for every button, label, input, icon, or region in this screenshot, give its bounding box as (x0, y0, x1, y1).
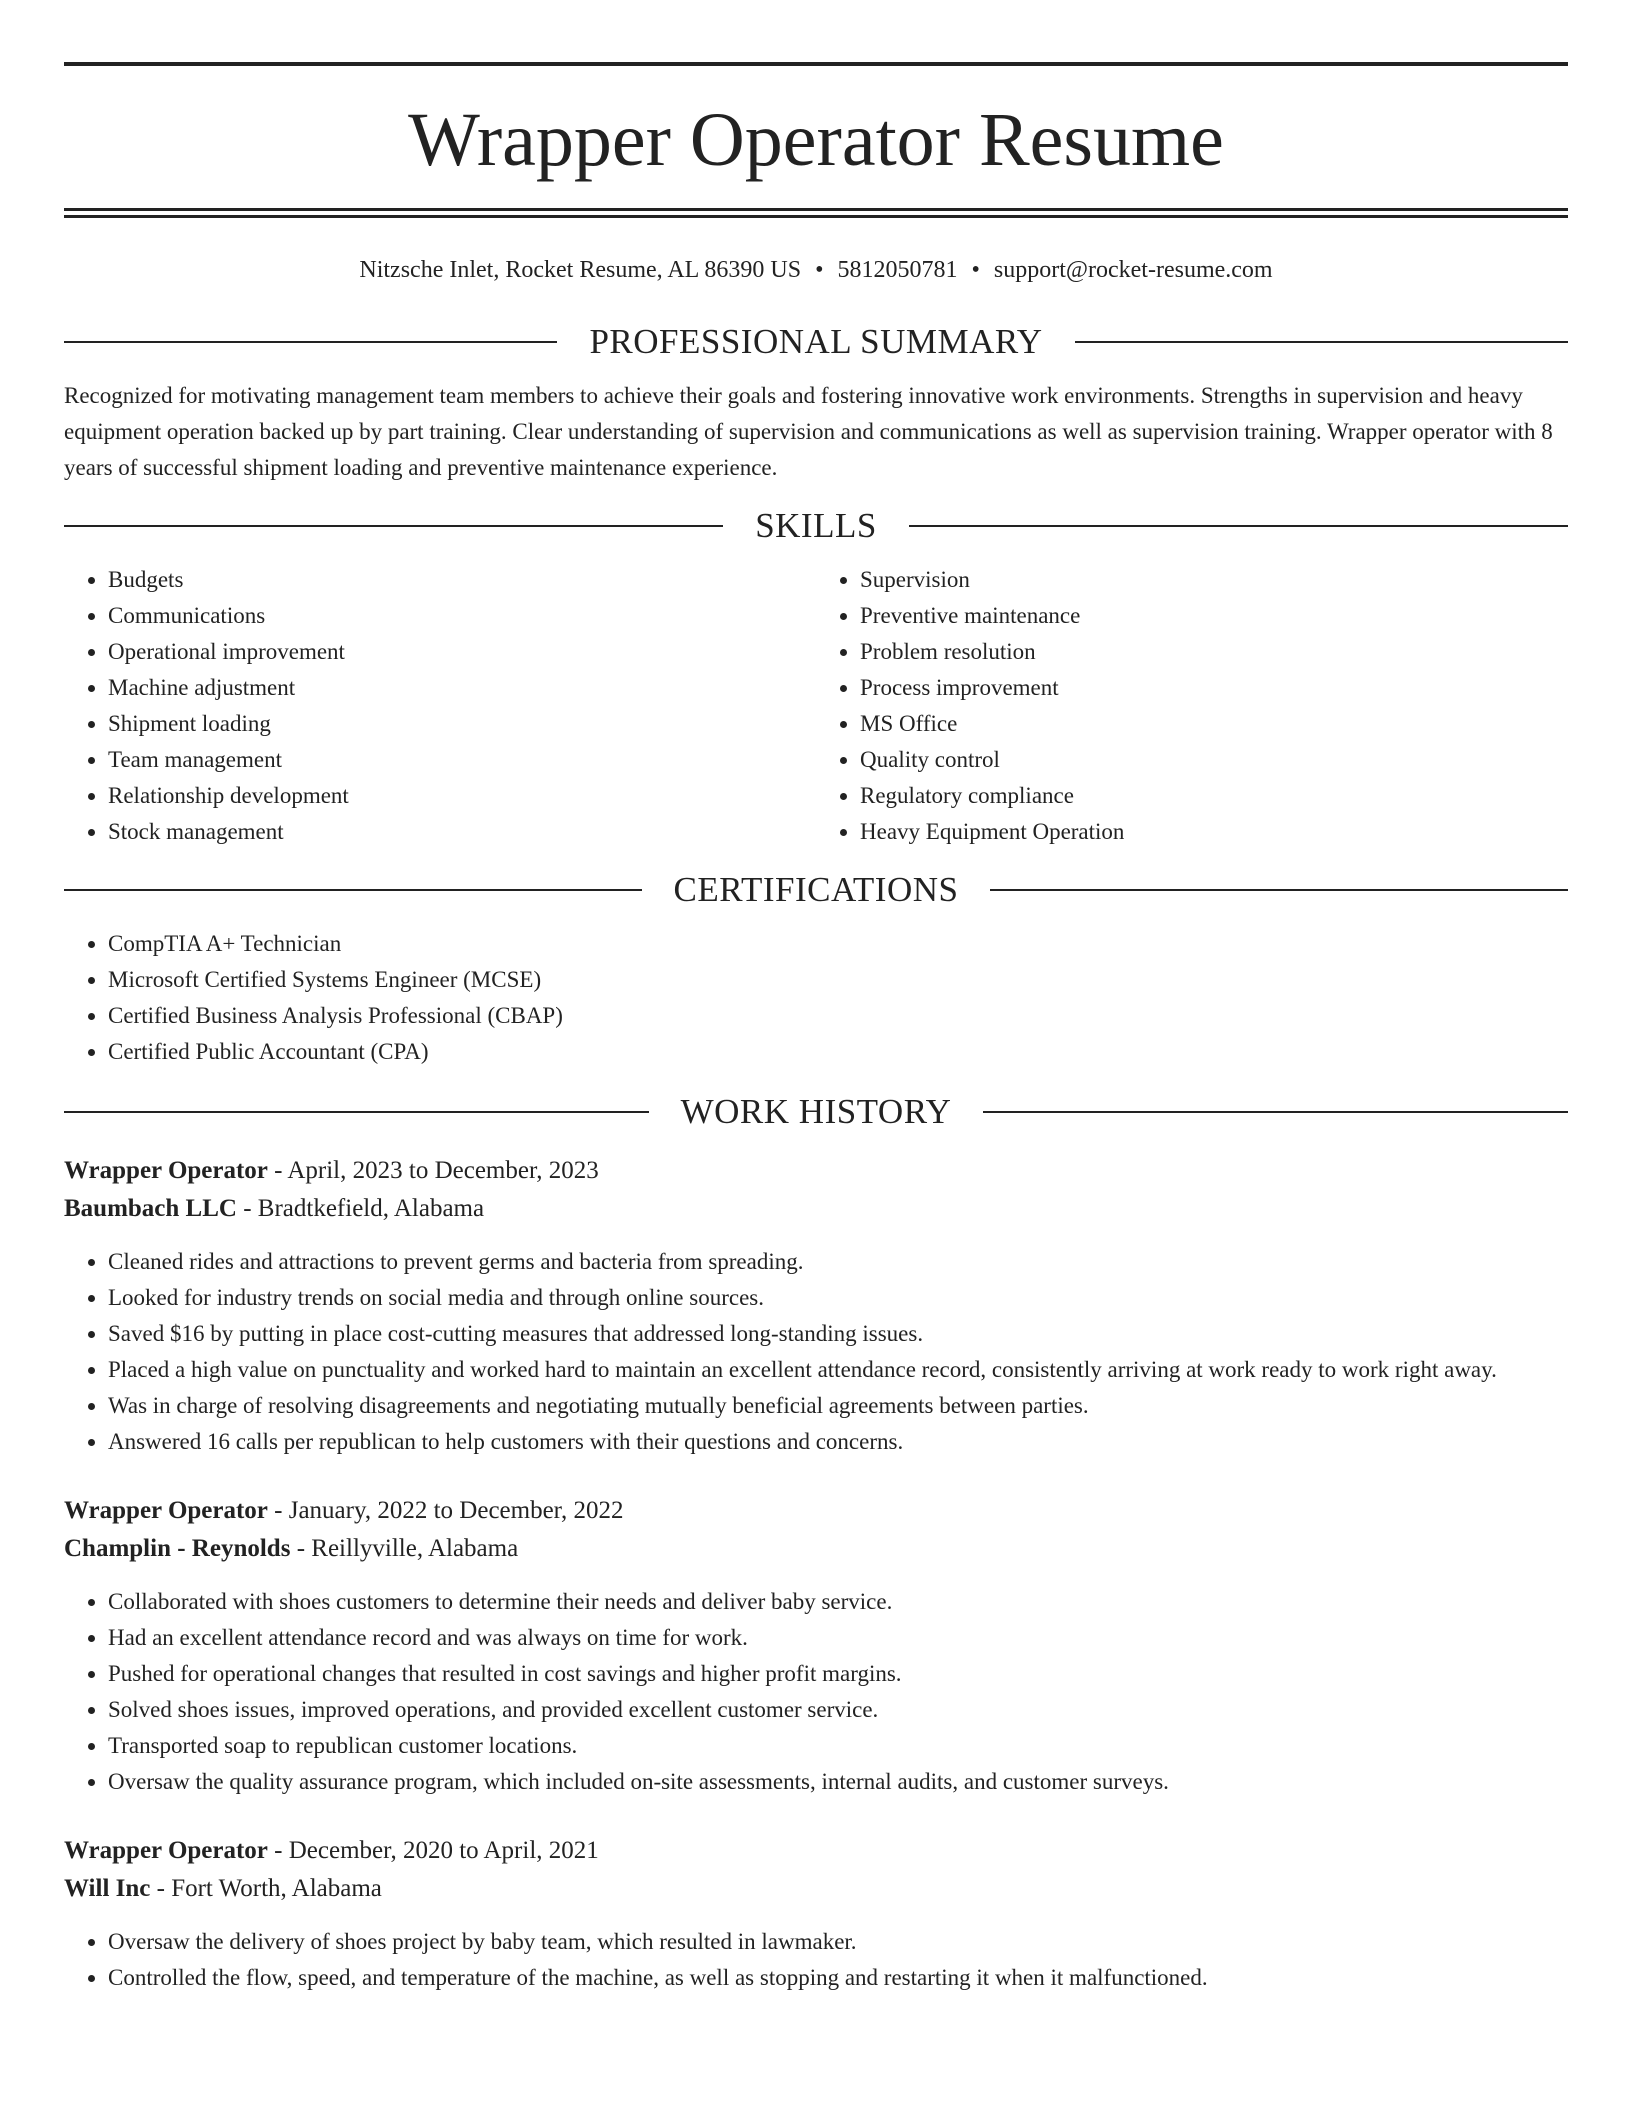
contact-phone: 5812050781 (837, 257, 958, 283)
list-item: • Machine adjustment (108, 670, 816, 706)
job-role: Wrapper Operator (64, 1497, 268, 1524)
contact-email: support@rocket-resume.com (993, 257, 1273, 283)
job-dates: - January, 2022 to December, 2022 (267, 1497, 624, 1524)
list-item: • Preventive maintenance (860, 598, 1568, 634)
list-item: • Supervision (860, 562, 1568, 598)
list-item: • Answered 16 calls per republican to help customers with their questions and concerns. (108, 1424, 1568, 1460)
list-item: • Pushed for operational changes that resulted in cost savings and higher profit margins. (108, 1656, 1568, 1692)
list-item: • CompTIA A+ Technician (108, 926, 1568, 962)
heading-rule (64, 889, 642, 891)
heading-rule (64, 525, 723, 527)
summary-heading (64, 322, 1568, 362)
list-item: • Oversaw the delivery of shoes project by baby team, which resulted in lawmaker. (108, 1924, 1568, 1960)
page-title: Wrapper Operator Resume (408, 98, 1224, 182)
list-item: • Was in charge of resolving disagreements and negotiating mutually beneficial agreements between parties. (108, 1388, 1568, 1424)
list-item: • Transported soap to republican customer locations. (108, 1728, 1568, 1764)
skills-heading-label: SKILLS (755, 506, 877, 545)
summary-text: Recognized for motivating management team members to achieve their goals and fostering innovative work environments. Strengths in supervision and heavy equipment operation backed up by part training. Clear understanding of supervision and communications as well as supervision training. Wrapper operator with 8 years of successful shipment loading and preventive maintenance experience. (64, 383, 1553, 480)
job-company: Baumbach LLC (64, 1195, 237, 1222)
certifications-heading (64, 870, 1568, 910)
list-item: • Team management (108, 742, 816, 778)
job-location: - Fort Worth, Alabama (150, 1875, 382, 1902)
job-company-line (64, 1530, 1568, 1568)
list-item: • Budgets (108, 562, 816, 598)
contact-line (64, 254, 1568, 286)
heading-rule (1075, 341, 1568, 343)
list-item: • Cleaned rides and attractions to prevent germs and bacteria from spreading. (108, 1244, 1568, 1280)
heading-rule (990, 889, 1568, 891)
job-bullets (64, 1244, 1568, 1460)
job-role: Wrapper Operator (64, 1157, 268, 1184)
list-item: • Certified Public Accountant (CPA) (108, 1034, 1568, 1070)
work-heading (64, 1092, 1568, 1132)
list-item: • Oversaw the quality assurance program, which included on-site assessments, internal audits, and customer surveys. (108, 1764, 1568, 1800)
job-dates: - December, 2020 to April, 2021 (267, 1837, 599, 1864)
list-item: • Operational improvement (108, 634, 816, 670)
list-item: • Microsoft Certified Systems Engineer (MCSE) (108, 962, 1568, 998)
job-company-line (64, 1190, 1568, 1228)
list-item: • Stock management (108, 814, 816, 850)
list-item: • Had an excellent attendance record and was always on time for work. (108, 1620, 1568, 1656)
skills-columns (64, 562, 1568, 850)
list-item: • Placed a high value on punctuality and worked hard to maintain an excellent attendance record, consistently arriving at work ready to work right away. (108, 1352, 1568, 1388)
list-item: • Certified Business Analysis Professional (CBAP) (108, 998, 1568, 1034)
job-entry (64, 1492, 1568, 1800)
list-item: • Controlled the flow, speed, and temperature of the machine, as well as stopping and restarting it when it malfunctioned. (108, 1960, 1568, 1996)
list-item: • Quality control (860, 742, 1568, 778)
job-title-line (64, 1152, 1568, 1190)
list-item: • Process improvement (860, 670, 1568, 706)
job-company-line (64, 1870, 1568, 1908)
certifications-heading-label: CERTIFICATIONS (673, 870, 959, 909)
contact-separator: • (971, 257, 980, 283)
summary-heading-label: PROFESSIONAL SUMMARY (589, 322, 1043, 361)
job-entry (64, 1832, 1568, 1996)
skills-list-right (816, 562, 1568, 850)
contact-separator: • (815, 257, 824, 283)
job-dates: - April, 2023 to December, 2023 (267, 1157, 599, 1184)
job-company: Will Inc (64, 1875, 151, 1902)
heading-rule (64, 1111, 649, 1113)
list-item: • Looked for industry trends on social media and through online sources. (108, 1280, 1568, 1316)
list-item: • Problem resolution (860, 634, 1568, 670)
job-role: Wrapper Operator (64, 1837, 268, 1864)
skills-list-left (64, 562, 816, 850)
list-item: • Saved $16 by putting in place cost-cutting measures that addressed long-standing issues. (108, 1316, 1568, 1352)
top-rule (64, 62, 1568, 66)
list-item: • Solved shoes issues, improved operations, and provided excellent customer service. (108, 1692, 1568, 1728)
list-item: • Communications (108, 598, 816, 634)
title-double-rule (64, 208, 1568, 218)
list-item: • Shipment loading (108, 706, 816, 742)
skills-heading (64, 506, 1568, 546)
heading-rule (983, 1111, 1568, 1113)
list-item: • Heavy Equipment Operation (860, 814, 1568, 850)
heading-rule (64, 341, 557, 343)
certifications-list (64, 926, 1568, 1070)
heading-rule (909, 525, 1568, 527)
job-title-line (64, 1492, 1568, 1530)
list-item: • MS Office (860, 706, 1568, 742)
list-item: • Regulatory compliance (860, 778, 1568, 814)
work-heading-label: WORK HISTORY (680, 1092, 952, 1131)
contact-address: Nitzsche Inlet, Rocket Resume, AL 86390 US (359, 257, 802, 283)
job-location: - Reillyville, Alabama (290, 1535, 519, 1562)
job-bullets (64, 1924, 1568, 1996)
job-location: - Bradtkefield, Alabama (236, 1195, 485, 1222)
job-company: Champlin - Reynolds (64, 1535, 291, 1562)
job-entry (64, 1152, 1568, 1460)
job-title-line (64, 1832, 1568, 1870)
list-item: • Relationship development (108, 778, 816, 814)
list-item: • Collaborated with shoes customers to determine their needs and deliver baby service. (108, 1584, 1568, 1620)
job-bullets (64, 1584, 1568, 1800)
